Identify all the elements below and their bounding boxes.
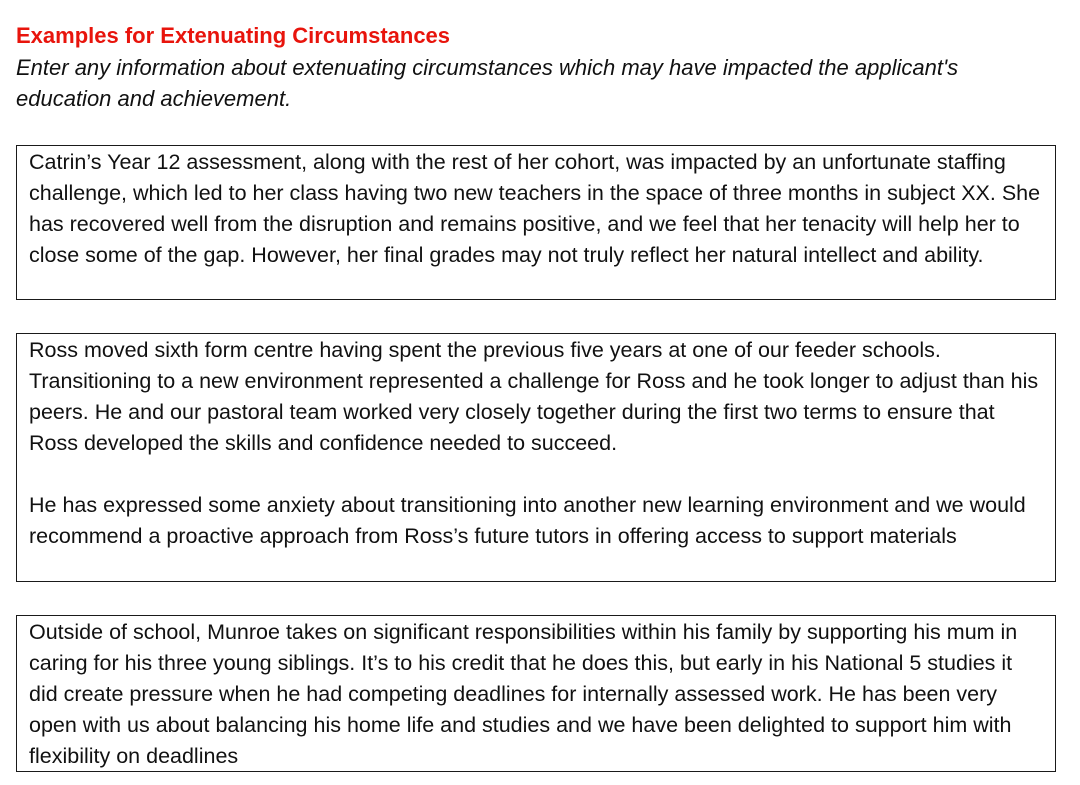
example-box-munroe (16, 615, 1056, 772)
example-box-ross (16, 333, 1056, 582)
example-paragraph: Catrin’s Year 12 assessment, along with the rest of her cohort, was impacted by an unfortunate staffing challenge, which led to her class having two new teachers in the space of three months in subject XX. She has recovered well from the disruption and remains positive, and we feel that her tenacity will help her to close some of the gap. However, her final grades may not truly reflect her natural intellect and ability. (29, 150, 1041, 267)
section-heading: Examples for Extenuating Circumstances (16, 23, 451, 48)
example-box-catrin (16, 145, 1056, 300)
example-paragraph: Outside of school, Munroe takes on significant responsibilities within his family by supporting his mum in caring for his three young siblings. It’s to his credit that he does this, but early in his National 5 studies it did create pressure when he had competing deadlines for internally assessed work. He has been very open with us about balancing his home life and studies and we have been delighted to support him with flexibility on deadlines (29, 620, 1018, 768)
instructions-text: Enter any information about extenuating circumstances which may have impacted the applicant's education and achievement. (16, 55, 959, 111)
example-paragraph: He has expressed some anxiety about transitioning into another new learning environment and we would recommend a proactive approach from Ross’s future tutors in offering access to support materials (29, 493, 1026, 548)
example-paragraph: Ross moved sixth form centre having spent the previous five years at one of our feeder schools. Transitioning to a new environment represented a challenge for Ross and he took longer to adjust than his peers. He and our pastoral team worked very closely together during the first two terms to ensure that Ross developed the skills and confidence needed to succeed. (29, 338, 1039, 455)
